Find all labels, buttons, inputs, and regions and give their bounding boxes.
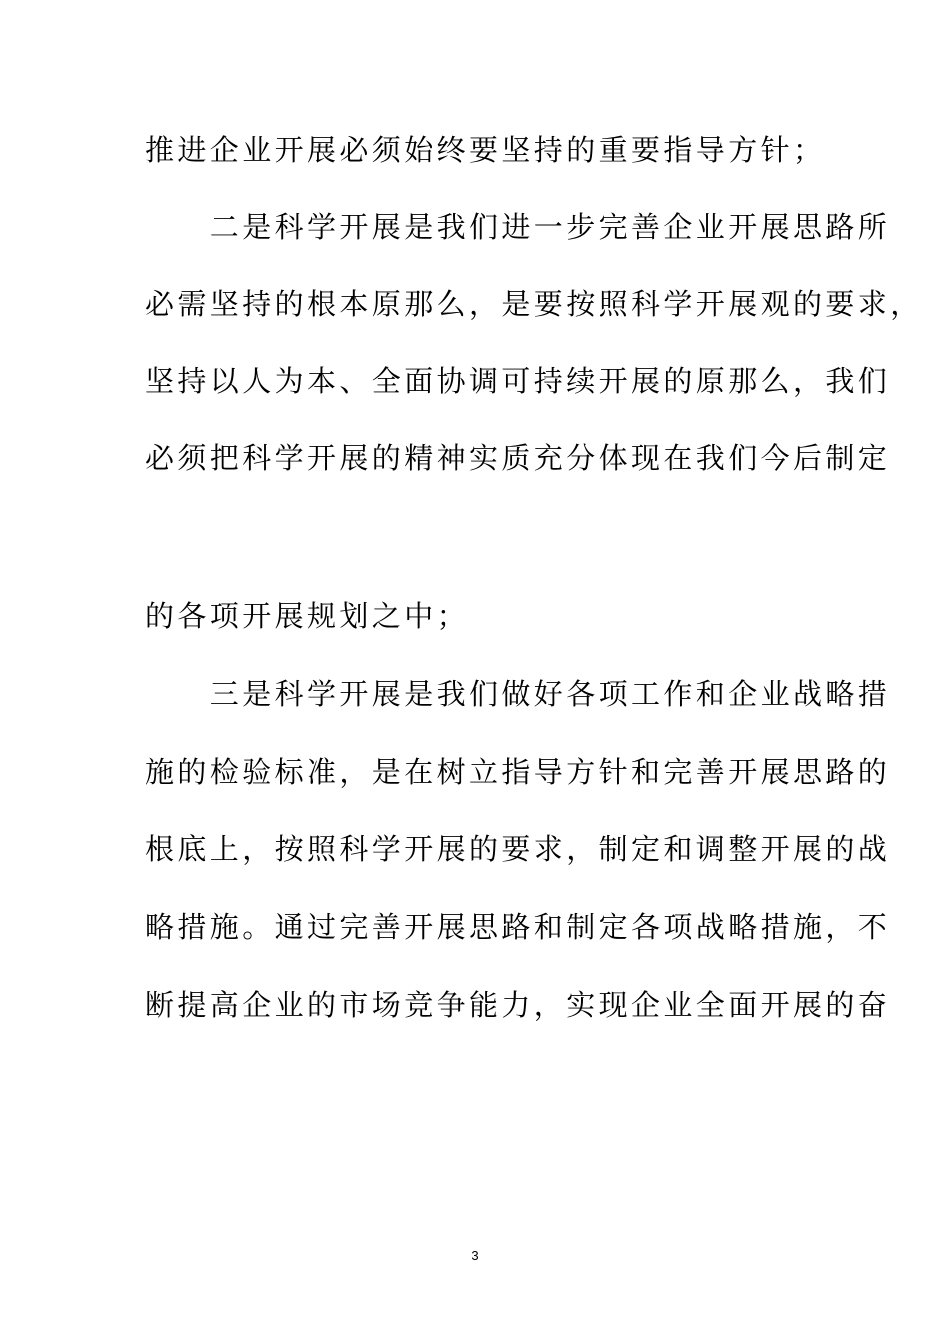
- text-line: 的各项开展规划之中；: [145, 599, 470, 633]
- text-line: 施的检验标准，是在树立指导方针和完善开展思路的: [145, 755, 891, 789]
- text-line: 三是科学开展是我们做好各项工作和企业战略措: [145, 677, 891, 711]
- text-line: 略措施。通过完善开展思路和制定各项战略措施，不: [145, 910, 891, 944]
- text-line: 必需坚持的根本原那么，是要按照科学开展观的要求，: [145, 287, 923, 321]
- text-line: 断提高企业的市场竞争能力，实现企业全面开展的奋: [145, 988, 891, 1022]
- text-line: 根底上，按照科学开展的要求，制定和调整开展的战: [145, 832, 891, 866]
- page-number: 3: [471, 1248, 479, 1263]
- text-line: 坚持以人为本、全面协调可持续开展的原那么，我们: [145, 364, 891, 398]
- text-line: 二是科学开展是我们进一步完善企业开展思路所: [145, 210, 891, 244]
- text-line: 必须把科学开展的精神实质充分体现在我们今后制定: [145, 441, 891, 475]
- text-line: 推进企业开展必须始终要坚持的重要指导方针；: [145, 133, 826, 167]
